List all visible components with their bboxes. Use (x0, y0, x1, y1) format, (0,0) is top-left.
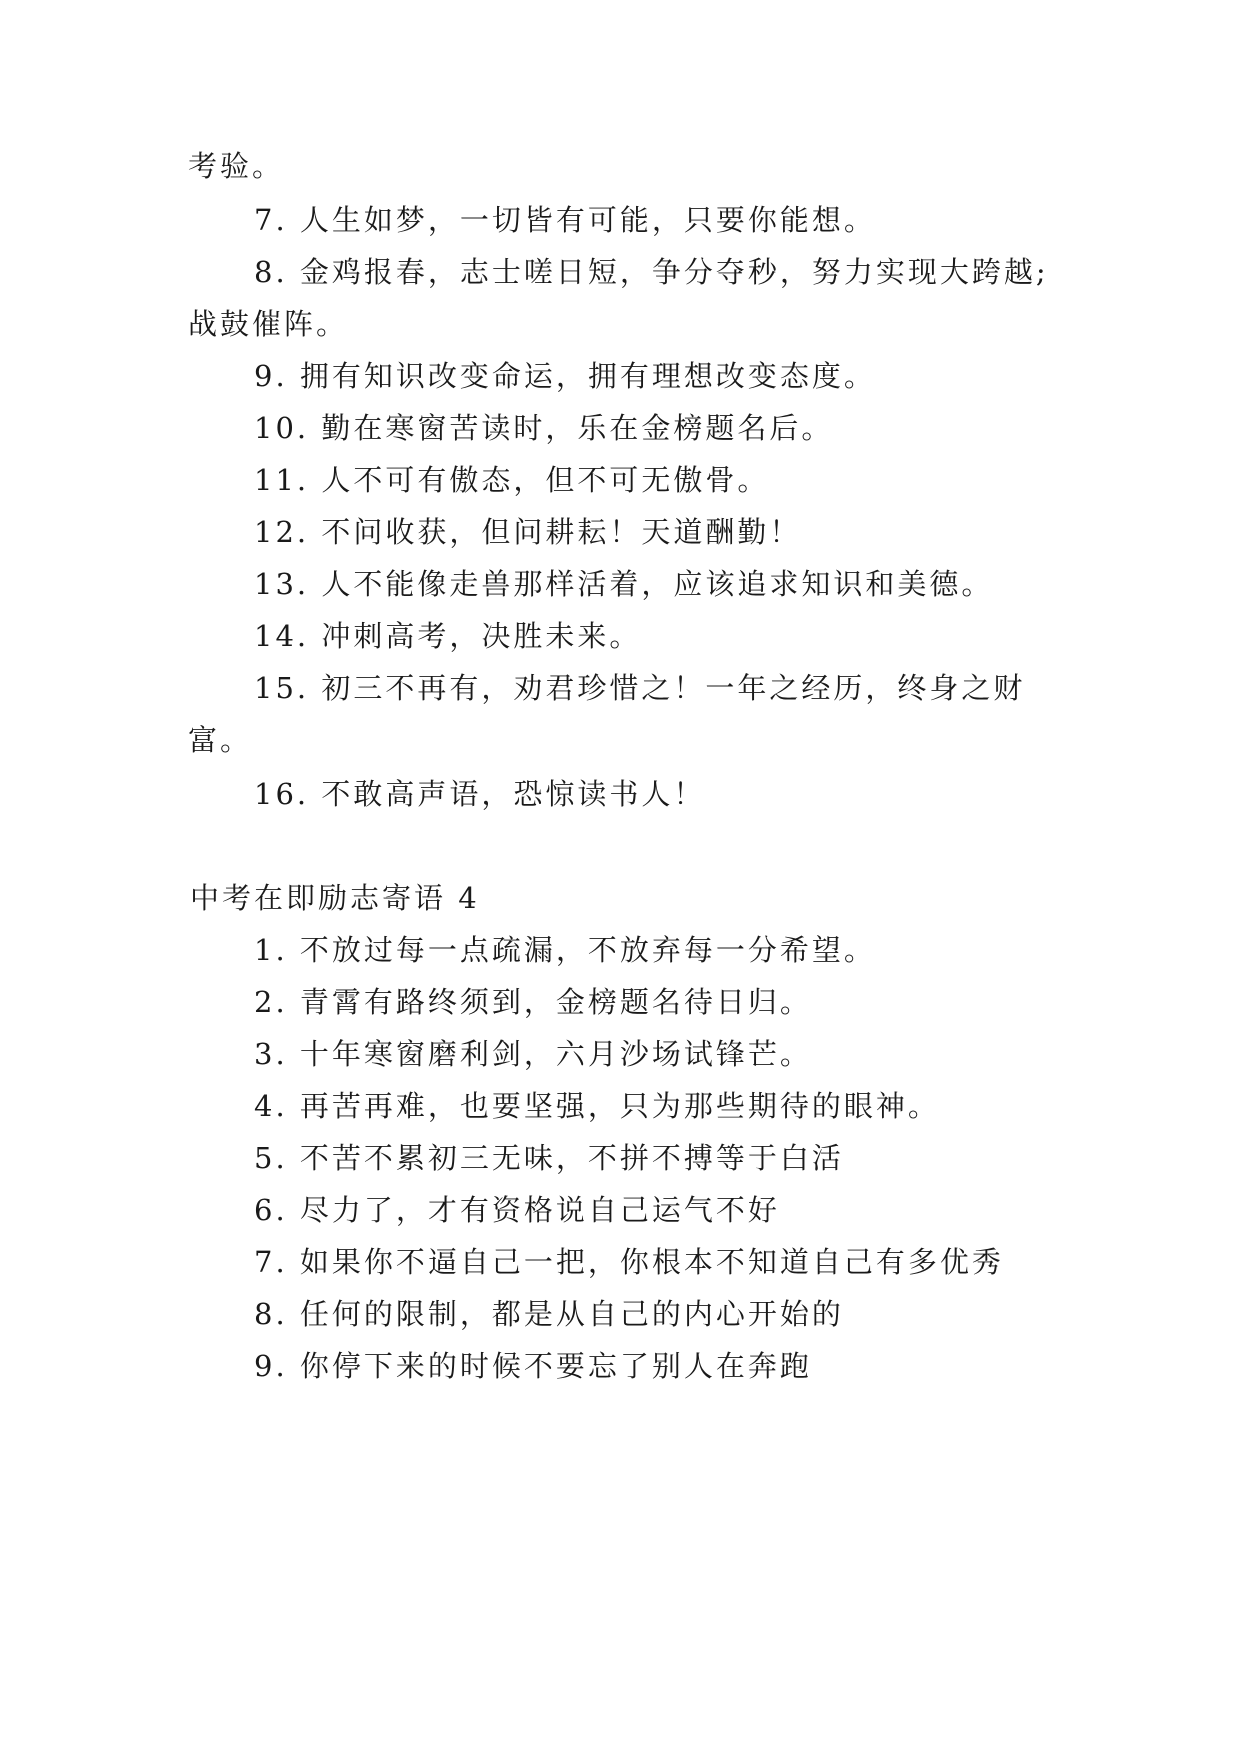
list-item: 4. 再苦再难，也要坚强，只为那些期待的眼神。 (254, 1089, 940, 1123)
list-item: 8. 金鸡报春，志士嗟日短，争分夺秒，努力实现大跨越; (254, 255, 1049, 289)
list-item: 9. 拥有知识改变命运，拥有理想改变态度。 (254, 359, 876, 393)
list-item-wrap: 富。 (188, 723, 253, 757)
list-item: 16. 不敢高声语，恐惊读书人！ (254, 777, 706, 811)
list-item: 7. 如果你不逼自己一把，你根本不知道自己有多优秀 (254, 1245, 1004, 1279)
list-item: 3. 十年寒窗磨利剑，六月沙场试锋芒。 (254, 1037, 812, 1071)
list-item: 5. 不苦不累初三无味，不拼不搏等于白活 (254, 1141, 844, 1175)
list-item: 12. 不问收获，但问耕耘！天道酬勤！ (254, 515, 802, 549)
list-item: 7. 人生如梦，一切皆有可能，只要你能想。 (254, 203, 876, 237)
list-item: 9. 你停下来的时候不要忘了别人在奔跑 (254, 1349, 812, 1383)
list-item: 13. 人不能像走兽那样活着，应该追求知识和美德。 (254, 567, 994, 601)
list-item: 15. 初三不再有，劝君珍惜之！一年之经历，终身之财 (254, 671, 1026, 705)
list-item: 11. 人不可有傲态，但不可无傲骨。 (254, 463, 770, 497)
section-heading: 中考在即励志寄语 4 (190, 881, 480, 915)
list-item: 1. 不放过每一点疏漏，不放弃每一分希望。 (254, 933, 876, 967)
list-item: 6. 尽力了，才有资格说自己运气不好 (254, 1193, 780, 1227)
paragraph-continuation: 考验。 (188, 149, 285, 183)
list-item: 2. 青霄有路终须到，金榜题名待日归。 (254, 985, 812, 1019)
list-item: 10. 勤在寒窗苦读时，乐在金榜题名后。 (254, 411, 834, 445)
list-item-wrap: 战鼓催阵。 (188, 307, 349, 341)
list-item: 8. 任何的限制，都是从自己的内心开始的 (254, 1297, 844, 1331)
list-item: 14. 冲刺高考，决胜未来。 (254, 619, 642, 653)
